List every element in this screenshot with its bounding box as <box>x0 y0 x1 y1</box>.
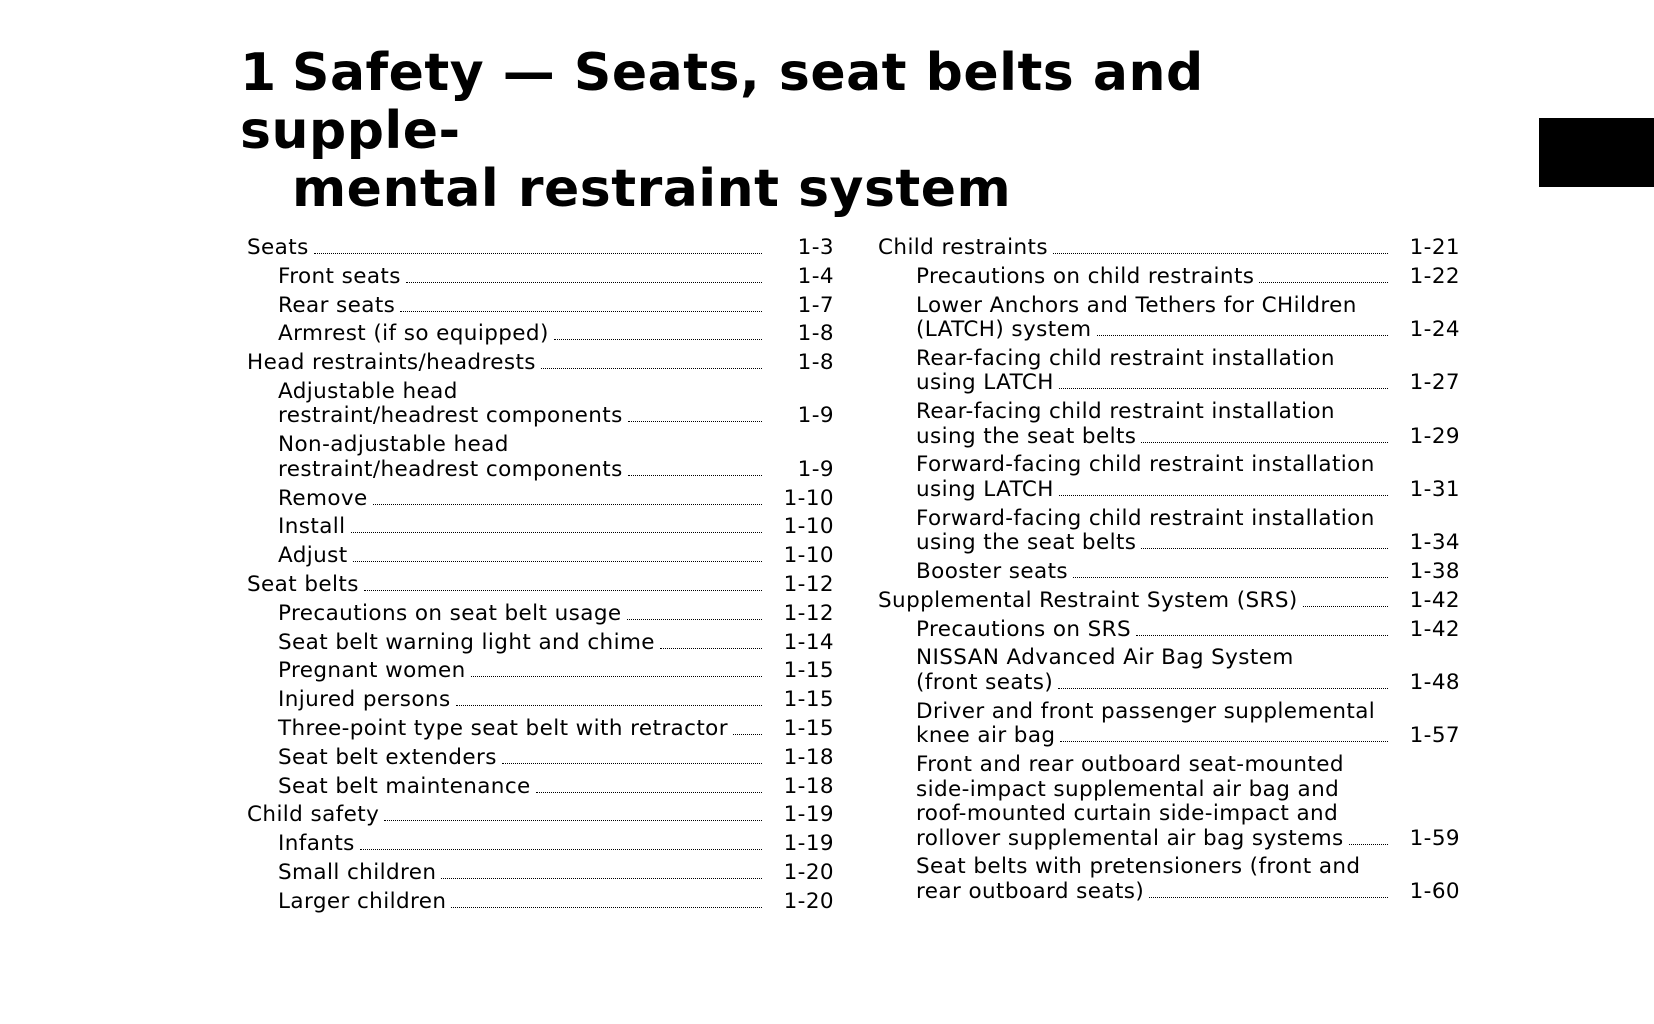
toc-entry-page: 1-57 <box>1409 723 1460 749</box>
toc-entry-page: 1-9 <box>797 403 834 429</box>
toc-entry-title: rollover supplemental air bag systems <box>916 825 1344 851</box>
dot-leader <box>456 705 762 706</box>
toc-entry-page: 1-60 <box>1409 878 1460 904</box>
toc-right-column <box>878 236 1460 909</box>
toc-entry-title: Seat belt extenders <box>278 744 497 770</box>
toc-entry[interactable] <box>878 700 1460 749</box>
toc-entry-title: (LATCH) system <box>916 317 1092 343</box>
toc-entry-title-line: roof-mounted curtain side-impact and <box>916 801 1339 827</box>
toc-entry-page: 1-14 <box>783 629 834 655</box>
toc-entry-title: Child safety <box>247 802 380 828</box>
toc-entry-title: Infants <box>278 831 355 857</box>
chapter-tab-marker <box>1539 118 1654 187</box>
toc-entry-title: Injured persons <box>278 687 451 713</box>
toc-entry[interactable] <box>247 775 834 800</box>
toc-entry-page: 1-18 <box>783 744 834 770</box>
dot-leader <box>627 619 763 620</box>
toc-entry-page: 1-15 <box>783 715 834 741</box>
dot-leader <box>628 421 762 422</box>
toc-entry-title: Seats <box>247 235 309 260</box>
dot-leader <box>1259 282 1388 283</box>
toc-entry[interactable] <box>878 646 1460 695</box>
toc-entry-title: Remove <box>278 485 368 511</box>
dot-leader <box>1053 253 1388 254</box>
toc-entry-title: restraint/headrest components <box>278 403 623 429</box>
toc-entry-title: Child restraints <box>878 235 1048 260</box>
toc-entry[interactable] <box>878 265 1460 290</box>
dot-leader <box>660 648 762 649</box>
toc-entry-page: 1-18 <box>783 773 834 799</box>
toc-entry-page: 1-48 <box>1409 669 1460 695</box>
toc-entry[interactable] <box>247 265 834 290</box>
toc-entry[interactable] <box>247 861 834 886</box>
dot-leader <box>1073 577 1388 578</box>
toc-entry[interactable] <box>247 294 834 319</box>
toc-entry-page: 1-29 <box>1409 423 1460 449</box>
toc-entry-title: Booster seats <box>916 559 1069 585</box>
toc-entry[interactable] <box>247 515 834 540</box>
toc-entry[interactable] <box>247 351 834 376</box>
dot-leader <box>628 475 762 476</box>
dot-leader <box>502 763 762 764</box>
toc-entry-title: using LATCH <box>916 476 1054 502</box>
toc-entry[interactable] <box>247 433 834 482</box>
toc-entry-title: Seat belt warning light and chime <box>278 629 655 655</box>
toc-entry[interactable] <box>878 589 1460 614</box>
toc-entry-page: 1-10 <box>783 485 834 511</box>
toc-entry-page: 1-10 <box>783 514 834 540</box>
dot-leader <box>1349 844 1388 845</box>
chapter-number: 1 <box>240 43 277 103</box>
dot-leader <box>373 504 762 505</box>
toc-entry-title: knee air bag <box>916 723 1056 749</box>
dot-leader <box>400 311 762 312</box>
dot-leader <box>1060 741 1388 742</box>
toc-entry-title-line: Adjustable head <box>278 378 458 404</box>
toc-entry-title-line: Forward-facing child restraint installation <box>916 452 1375 478</box>
toc-entry[interactable] <box>247 631 834 656</box>
toc-entry[interactable] <box>247 688 834 713</box>
toc-entry-title: Pregnant women <box>278 658 466 684</box>
toc-entry-title-line: Forward-facing child restraint installation <box>916 505 1375 531</box>
toc-entry-title: rear outboard seats) <box>916 878 1145 904</box>
toc-entry-page: 1-22 <box>1409 263 1460 289</box>
toc-entry-page: 1-31 <box>1409 476 1460 502</box>
toc-entry[interactable] <box>247 717 834 742</box>
toc-entry-page: 1-7 <box>797 292 834 318</box>
toc-entry-page: 1-19 <box>783 802 834 828</box>
dot-leader <box>733 734 762 735</box>
toc-entry-page: 1-24 <box>1409 317 1460 343</box>
toc-entry[interactable] <box>878 294 1460 343</box>
toc-entry-page: 1-34 <box>1409 530 1460 556</box>
toc-entry-title: using the seat belts <box>916 530 1137 556</box>
dot-leader <box>1136 635 1388 636</box>
toc-entry-page: 1-20 <box>783 859 834 885</box>
toc-entry-page: 1-59 <box>1409 825 1460 851</box>
toc-entry-page: 1-15 <box>783 658 834 684</box>
toc-entry[interactable] <box>878 618 1460 643</box>
toc-entry-title: Larger children <box>278 888 447 914</box>
dot-leader <box>1097 335 1388 336</box>
dot-leader <box>541 368 762 369</box>
toc-entry-title: Precautions on SRS <box>916 616 1132 642</box>
chapter-title-line2: mental restraint system <box>292 159 1012 219</box>
toc-entry[interactable] <box>247 659 834 684</box>
toc-entry-title-line: Front and rear outboard seat-mounted <box>916 752 1344 778</box>
toc-entry-page: 1-21 <box>1409 235 1460 260</box>
toc-entry-title: Small children <box>278 859 437 885</box>
toc-entry-page: 1-3 <box>797 235 834 260</box>
chapter-title-line1: Safety — Seats, seat belts and supple- <box>240 43 1204 161</box>
toc-entry-title: Adjust <box>278 543 348 569</box>
toc-entry-page: 1-27 <box>1409 370 1460 396</box>
toc-entry[interactable] <box>878 400 1460 449</box>
dot-leader <box>364 590 762 591</box>
toc-entry[interactable] <box>247 487 834 512</box>
dot-leader <box>536 792 762 793</box>
toc-entry[interactable] <box>878 236 1460 261</box>
toc-entry[interactable] <box>878 507 1460 556</box>
toc-entry-title: Seat belt maintenance <box>278 773 531 799</box>
toc-entry-page: 1-12 <box>783 600 834 626</box>
toc-entry-page: 1-8 <box>797 350 834 376</box>
toc-entry[interactable] <box>247 803 834 828</box>
toc-entry-title: Precautions on seat belt usage <box>278 600 622 626</box>
toc-entry-title: Supplemental Restraint System (SRS) <box>878 587 1298 613</box>
toc-entry-page: 1-4 <box>797 263 834 289</box>
dot-leader <box>1059 388 1388 389</box>
dot-leader <box>471 676 762 677</box>
toc-entry-title: Install <box>278 514 346 540</box>
toc-entry-title-line: NISSAN Advanced Air Bag System <box>916 645 1294 671</box>
toc-entry-title: (front seats) <box>916 669 1054 695</box>
toc-entry-page: 1-12 <box>783 571 834 597</box>
toc-entry-title: Front seats <box>278 263 401 289</box>
dot-leader <box>314 253 762 254</box>
toc-entry-title: using LATCH <box>916 370 1054 396</box>
toc-entry-page: 1-9 <box>797 456 834 482</box>
dot-leader <box>384 820 762 821</box>
toc-entry[interactable] <box>247 573 834 598</box>
toc-entry-title: Rear seats <box>278 292 396 318</box>
toc-entry[interactable] <box>247 832 834 857</box>
toc-entry-title: Armrest (if so equipped) <box>278 321 549 347</box>
toc-entry-title: Precautions on child restraints <box>916 263 1255 289</box>
dot-leader <box>554 339 762 340</box>
dot-leader <box>451 907 762 908</box>
toc-entry-page: 1-10 <box>783 543 834 569</box>
toc-entry[interactable] <box>878 855 1460 904</box>
toc-entry-title-line: Rear-facing child restraint installation <box>916 399 1335 425</box>
toc-entry-title: restraint/headrest components <box>278 456 623 482</box>
toc-entry-title-line: Non-adjustable head <box>278 432 509 458</box>
dot-leader <box>360 849 762 850</box>
toc-entry-page: 1-19 <box>783 831 834 857</box>
toc-entry-page: 1-20 <box>783 888 834 914</box>
toc-entry-title: Three-point type seat belt with retractor <box>278 715 728 741</box>
toc-entry-page: 1-15 <box>783 687 834 713</box>
toc-entry-title-line: Rear-facing child restraint installation <box>916 345 1335 371</box>
toc-entry[interactable] <box>878 347 1460 396</box>
toc-entry-page: 1-42 <box>1409 587 1460 613</box>
toc-entry-title: using the seat belts <box>916 423 1137 449</box>
toc-entry[interactable] <box>247 322 834 347</box>
toc-entry[interactable] <box>878 753 1460 851</box>
toc-entry-title-line: Driver and front passenger supplemental <box>916 698 1376 724</box>
toc-entry[interactable] <box>247 544 834 569</box>
toc-entry[interactable] <box>247 236 834 261</box>
toc-entry[interactable] <box>247 746 834 771</box>
toc-entry[interactable] <box>878 560 1460 585</box>
toc-entry-title-line: Seat belts with pretensioners (front and <box>916 854 1361 880</box>
toc-left-column <box>247 236 834 919</box>
toc-entry[interactable] <box>247 380 834 429</box>
toc-entry-title: Head restraints/headrests <box>247 350 536 376</box>
dot-leader <box>1303 606 1388 607</box>
dot-leader <box>351 532 762 533</box>
toc-entry-page: 1-38 <box>1409 559 1460 585</box>
dot-leader <box>1141 442 1388 443</box>
dot-leader <box>353 561 762 562</box>
dot-leader <box>1058 688 1388 689</box>
dot-leader <box>406 282 762 283</box>
toc-entry[interactable] <box>878 453 1460 502</box>
chapter-title <box>240 44 1440 218</box>
toc-entry[interactable] <box>247 602 834 627</box>
toc-entry-title: Seat belts <box>247 571 359 597</box>
dot-leader <box>1141 548 1388 549</box>
dot-leader <box>1149 897 1388 898</box>
toc-entry-page: 1-8 <box>797 321 834 347</box>
dot-leader <box>441 878 762 879</box>
dot-leader <box>1059 495 1388 496</box>
toc-entry-title-line: side-impact supplemental air bag and <box>916 776 1340 802</box>
toc-entry-title-line: Lower Anchors and Tethers for CHildren <box>916 292 1357 318</box>
toc-entry-page: 1-42 <box>1409 616 1460 642</box>
toc-entry[interactable] <box>247 890 834 915</box>
